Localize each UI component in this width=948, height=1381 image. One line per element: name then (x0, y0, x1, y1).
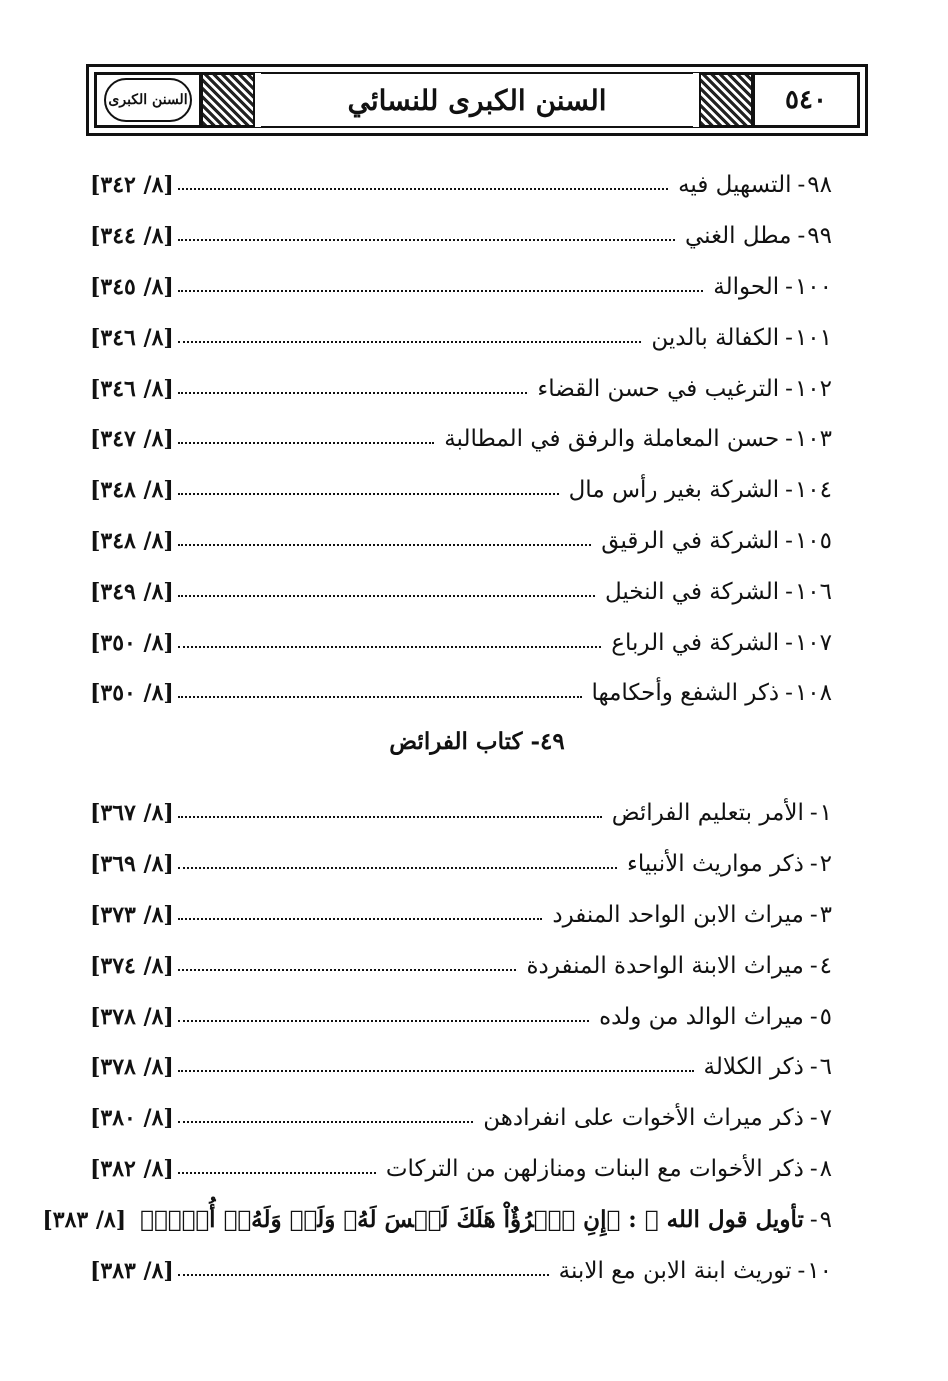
entry-number: ١٠٣ (794, 426, 832, 453)
entry-dash: - (785, 578, 793, 605)
dot-leader (178, 1172, 376, 1174)
entry-reference: [٨/ ٣٧٨] (90, 1003, 174, 1030)
toc-row (42, 1194, 832, 1245)
entry-title: مطل الغني (684, 223, 792, 250)
entry-dash: - (809, 1155, 818, 1182)
entry-dash: - (809, 1003, 818, 1030)
entry-number: ٣ (819, 901, 832, 928)
entry-number: ٥ (819, 1003, 832, 1030)
dot-leader (178, 696, 582, 698)
entry-dash: - (785, 527, 793, 554)
entry-title: الشركة بغير رأس مال (568, 477, 780, 504)
dot-leader (178, 816, 602, 818)
entry-title: ذكر ميراث الأخوات على انفرادهن (483, 1105, 804, 1132)
entry-reference: [٨/ ٣٨٠] (90, 1105, 174, 1132)
dot-leader (178, 188, 668, 190)
entry-reference: [٨/ ٣٤٨] (90, 477, 174, 504)
entry-dash: - (809, 800, 818, 827)
dot-leader (178, 392, 528, 394)
entry-title: ذكر الأخوات مع البنات ومنازلهن من التركات (385, 1155, 804, 1182)
entry-title: ذكر مواريث الأنبياء (627, 851, 804, 878)
entry-title: ميراث الابنة الواحدة المنفردة (526, 952, 804, 979)
dot-leader (178, 918, 543, 920)
toc-row (90, 940, 832, 991)
toc-row (90, 788, 832, 839)
entry-title: الأمر بتعليم الفرائض (611, 800, 804, 827)
entry-reference: [٨/ ٣٥٠] (90, 629, 174, 656)
entry-dash: - (797, 223, 806, 250)
entry-dash: - (809, 851, 818, 878)
entry-reference: [٨/ ٣٨٣] (42, 1206, 127, 1233)
entry-reference: [٨/ ٣٦٧] (90, 800, 174, 827)
dot-leader (178, 1121, 473, 1123)
entry-number: ١٠٠ (794, 273, 832, 300)
toc-row (90, 839, 832, 890)
dot-leader (178, 867, 617, 869)
entry-reference: [٨/ ٣٨٢] (90, 1155, 174, 1182)
book-title: السنن الكبرى للنسائي (347, 83, 607, 117)
entry-reference: [٨/ ٣٤٧] (90, 426, 174, 453)
toc-list-b (42, 788, 832, 1296)
entry-title: توريث ابنة الابن مع الابنة (558, 1257, 792, 1284)
entry-title: الشركة في الرقيق (601, 527, 780, 554)
toc-row (90, 617, 832, 668)
entry-number: ١٠٢ (794, 375, 832, 402)
entry-number: ٨ (819, 1155, 832, 1182)
dot-leader (178, 290, 703, 292)
entry-number: ٧ (819, 1105, 832, 1132)
page-number: ٥٤٠ (785, 85, 827, 115)
entry-reference: [٨/ ٣٥٠] (90, 680, 174, 707)
toc-row (90, 1093, 832, 1144)
toc-row (90, 1144, 832, 1195)
entry-dash: - (797, 1257, 806, 1284)
section-heading: ٤٩- كتاب الفرائض (389, 728, 565, 755)
toc-row (90, 516, 832, 567)
toc-row (90, 414, 832, 465)
entry-number: ١٠١ (794, 324, 832, 351)
entry-dash: - (809, 901, 818, 928)
entry-number: ٤ (819, 952, 832, 979)
toc-row (90, 363, 832, 414)
toc-list-a (90, 160, 832, 719)
entry-number: ١٠٨ (794, 680, 832, 707)
entry-dash: - (797, 172, 806, 199)
dot-leader (178, 1070, 694, 1072)
toc-row (90, 668, 832, 719)
entry-dash: - (785, 680, 793, 707)
toc-row (90, 1245, 832, 1296)
dot-leader (178, 595, 595, 597)
book-seal-emblem: السنن الكبرى (104, 78, 192, 122)
entry-dash: - (785, 629, 793, 656)
dot-leader (178, 646, 601, 648)
entry-number: ١٠٧ (794, 629, 832, 656)
entry-dash: - (809, 1105, 818, 1132)
entry-reference: [٨/ ٣٤٢] (90, 172, 174, 199)
entry-title: الشركة في الرباع (611, 629, 780, 656)
entry-title: ذكر الكلالة (703, 1054, 804, 1081)
toc-row (90, 991, 832, 1042)
entry-title: حسن المعاملة والرفق في المطالبة (444, 426, 780, 453)
entry-number: ١٠٦ (794, 578, 832, 605)
entry-dash: - (785, 477, 793, 504)
entry-number: ١٠٥ (794, 527, 832, 554)
entry-dash: - (809, 1206, 818, 1233)
entry-reference: [٨/ ٣٧٤] (90, 952, 174, 979)
dot-leader (178, 341, 642, 343)
entry-reference: [٨/ ٣٧٣] (90, 901, 174, 928)
entry-title: تأويل قول الله ﷻ : ﴿إِنِ ٱمۡرُؤٌاْ هَلَكَ لَيۡسَ لَهُۥ وَلَدٞ وَلَهُۥٓ أُخۡتٞ﴾ (140, 1206, 804, 1234)
entry-title: ميراث الوالد من ولده (599, 1003, 804, 1030)
ornament-left (201, 73, 255, 127)
dot-leader (178, 239, 675, 241)
entry-number: ٢ (819, 851, 832, 878)
entry-reference: [٨/ ٣٤٦] (90, 324, 174, 351)
entry-title: الكفالة بالدين (651, 324, 780, 351)
toc-row (90, 465, 832, 516)
title-panel (261, 73, 693, 127)
page-header (86, 64, 868, 136)
entry-dash: - (785, 273, 793, 300)
toc-row (90, 312, 832, 363)
dot-leader (178, 969, 517, 971)
entry-number: ٩٨ (807, 172, 832, 199)
entry-reference: [٨/ ٣٧٨] (90, 1054, 174, 1081)
entry-dash: - (809, 952, 818, 979)
entry-number: ٩ (819, 1206, 832, 1233)
entry-reference: [٨/ ٣٨٣] (90, 1257, 174, 1284)
entry-reference: [٨/ ٣٦٩] (90, 851, 174, 878)
book-seal-medallion (95, 73, 201, 127)
dot-leader (178, 544, 591, 546)
entry-number: ٦ (819, 1054, 832, 1081)
toc-row (90, 262, 832, 313)
entry-number: ١٠٤ (794, 477, 832, 504)
entry-dash: - (785, 426, 793, 453)
dot-leader (178, 1020, 589, 1022)
entry-title: الحوالة (713, 273, 780, 300)
toc-row (90, 160, 832, 211)
entry-title: الترغيب في حسن القضاء (537, 375, 780, 402)
dot-leader (178, 493, 559, 495)
entry-reference: [٨/ ٣٤٩] (90, 578, 174, 605)
toc-row (90, 890, 832, 941)
entry-number: ٩٩ (807, 223, 832, 250)
entry-title: التسهيل فيه (678, 172, 792, 199)
dot-leader (178, 1274, 549, 1276)
entry-number: ١٠ (807, 1257, 832, 1284)
entry-dash: - (809, 1054, 818, 1081)
dot-leader (178, 442, 434, 444)
entry-title: الشركة في النخيل (604, 578, 780, 605)
entry-reference: [٨/ ٣٤٤] (90, 223, 174, 250)
entry-dash: - (785, 324, 793, 351)
toc-row (90, 566, 832, 617)
entry-reference: [٨/ ٣٤٨] (90, 527, 174, 554)
entry-reference: [٨/ ٣٤٦] (90, 375, 174, 402)
entry-title: ميراث الابن الواحد المنفرد (552, 901, 804, 928)
entry-title: ذكر الشفع وأحكامها (591, 680, 780, 707)
toc-row (90, 211, 832, 262)
entry-dash: - (785, 375, 793, 402)
entry-number: ١ (819, 800, 832, 827)
ornament-right (699, 73, 753, 127)
entry-reference: [٨/ ٣٤٥] (90, 273, 174, 300)
page-number-medallion (753, 73, 859, 127)
toc-row (90, 1042, 832, 1093)
